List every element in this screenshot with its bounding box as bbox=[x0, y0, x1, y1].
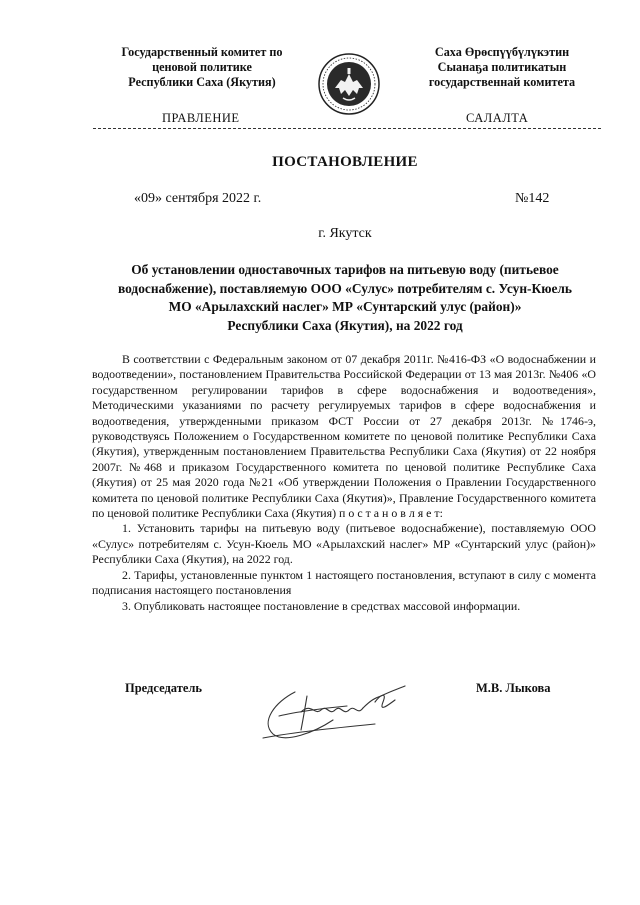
header-divider bbox=[93, 128, 601, 129]
header-right-line1: Саха Өрөспүүбүлүкэтин bbox=[434, 45, 570, 59]
header-right-line3: государственнай комитета bbox=[428, 75, 576, 89]
body-paragraph-preamble: В соответствии с Федеральным законом от 07 декабря 2011г. №416-ФЗ «О водоснабжении и водоотведении», постановлением Правительства Российской Федерации от 13 мая 2013г. №406 «О государственном регулировании тарифов в сфере водоснабжения и водоотведения», Методическими указаниями по расчету регулируемых тарифов в сфере водоснабжения и водоотведения, утвержденными приказом ФСТ России от 27 декабря 2013г. №1746-э, руководствуясь Положением о Государственном комитете по ценовой политике Республики Саха (Якутия), утвержденным постановлением Правительства Республики Саха (Якутия) от 22 ноября 2007г. №468 и приказом Государственного комитета по ценовой политике Республике Саха (Якутия) от 25 мая 2020 года №21 «Об утверждении Положения о Правлении Государственного комитета по ценовой политике Республики Саха (Якутия)», Правление Государственного комитета по ценовой политике Республики Саха (Якутия) п о с т а н о в л я е т: bbox=[92, 352, 596, 521]
subject-line: Об установлении одноставочных тарифов на питьевую воду (питьевое bbox=[131, 262, 559, 277]
document-date: «09» сентября 2022 г. bbox=[134, 191, 262, 206]
subject-line: МО «Арылахский наслег» МР «Сунтарский улус (район)» bbox=[168, 299, 522, 314]
document-title: ПОСТАНОВЛЕНИЕ bbox=[272, 154, 418, 170]
header-right-line2: Сыанаҕа политикатын bbox=[437, 60, 567, 74]
subject-line: водоснабжение), поставляемую ООО «Сулус» потребителям с. Усун-Кюель bbox=[117, 280, 572, 296]
signatory-title: Председатель bbox=[125, 681, 203, 695]
signatory-name: М.В. Лыкова bbox=[476, 681, 551, 695]
document-city: г. Якутск bbox=[318, 226, 372, 241]
header-left-line2: ценовой политике bbox=[152, 60, 252, 74]
body-paragraph-item-2: 2. Тарифы, установленные пунктом 1 настоящего постановления, вступают в силу с момента подписания настоящего постановления bbox=[92, 567, 596, 598]
body-paragraph-item-1: 1. Установить тарифы на питьевую воду (питьевое водоснабжение), поставляемую ООО «Сулус» потребителям с. Усун-Кюель МО «Арылахский наслег» МР «Сунтарский улус (район)» Республики Саха (Якутия), на 2022 год. bbox=[92, 521, 596, 567]
handwritten-signature-icon bbox=[255, 672, 420, 748]
header-right bbox=[397, 45, 607, 90]
document-subject bbox=[95, 261, 595, 335]
body-paragraph-item-3: 3. Опубликовать настоящее постановление в средствах массовой информации. bbox=[122, 598, 521, 613]
header-left bbox=[102, 45, 302, 90]
header-left-subtitle: ПРАВЛЕНИЕ bbox=[162, 111, 240, 125]
document-number: №142 bbox=[515, 191, 550, 206]
document-body bbox=[92, 352, 596, 614]
header-left-line3: Республики Саха (Якутия) bbox=[128, 75, 276, 89]
subject-line: Республики Саха (Якутия), на 2022 год bbox=[227, 317, 463, 333]
header-left-line1: Государственный комитет по bbox=[121, 45, 283, 59]
coat-of-arms-icon bbox=[317, 52, 381, 116]
header-right-subtitle: САЛАЛТА bbox=[466, 111, 529, 125]
